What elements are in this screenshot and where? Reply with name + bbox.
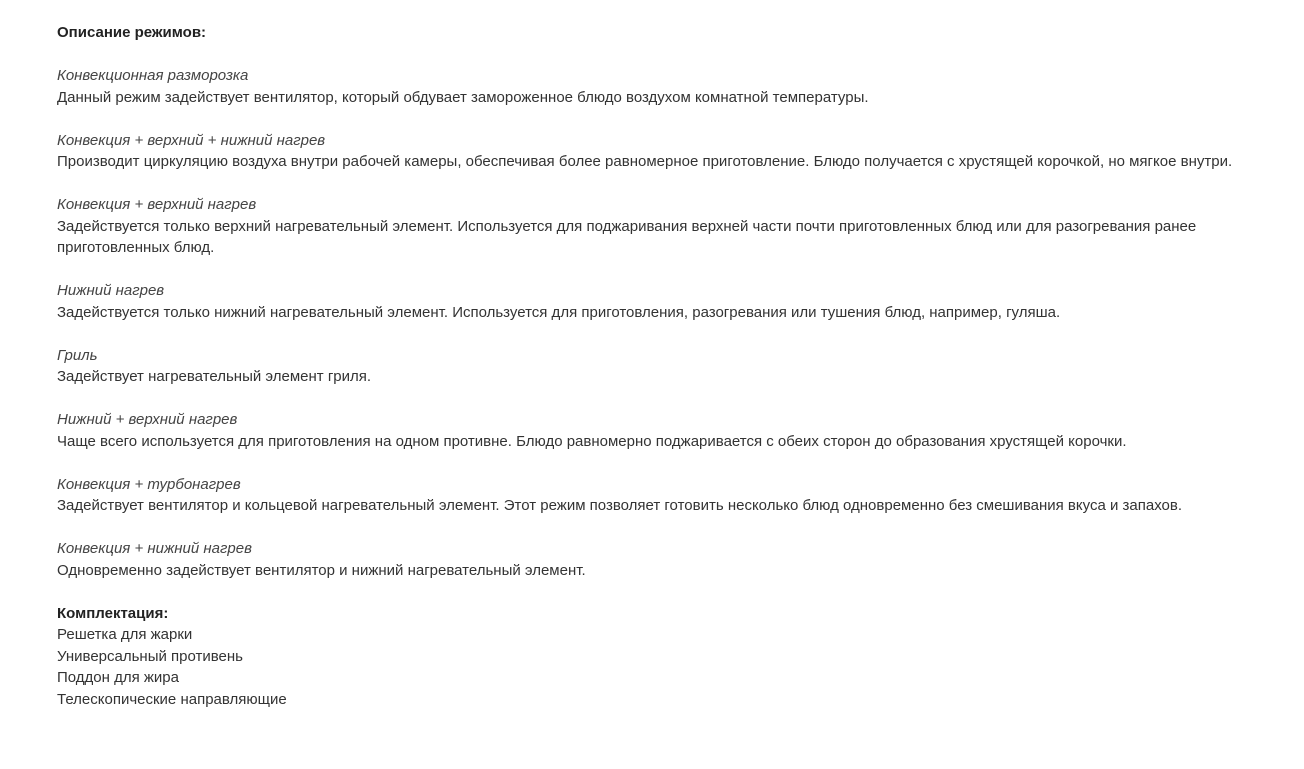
mode-item: [57, 538, 1297, 581]
mode-description: Задействует вентилятор и кольцевой нагревательный элемент. Этот режим позволяет готовить несколько блюд одновременно без смешивания вкуса и запахов.: [57, 497, 1183, 514]
mode-item: [57, 280, 1297, 323]
mode-item: [57, 474, 1297, 517]
mode-item: [57, 409, 1297, 452]
kit-heading: Комплектация:: [57, 604, 169, 622]
mode-name: Гриль: [57, 346, 98, 364]
mode-name: Нижний + верхний нагрев: [57, 411, 238, 428]
mode-item: [57, 194, 1297, 259]
mode-description: Задействуется только верхний нагревательный элемент. Используется для поджаривания верхней части почти приготовленных блюд или для разогревания ранее приготовленных блюд.: [57, 217, 1197, 256]
mode-item: [57, 345, 1297, 388]
modes-heading: Описание режимов:: [57, 24, 207, 41]
mode-item: [57, 65, 1297, 108]
product-description: [57, 22, 1297, 710]
kit-item: Решетка для жарки: [57, 626, 193, 643]
kit-item: Телескопические направляющие: [57, 690, 287, 708]
mode-description: Задействует нагревательный элемент гриля.: [57, 368, 372, 385]
mode-description: Чаще всего используется для приготовления на одном противне. Блюдо равномерно поджаривается с обеих сторон до образования хрустящей корочки.: [57, 432, 1127, 450]
mode-description: Данный режим задействует вентилятор, который обдувает замороженное блюдо воздухом комнатной температуры.: [57, 88, 869, 106]
mode-item: [57, 130, 1297, 173]
kit-item: Поддон для жира: [57, 669, 179, 686]
mode-name: Конвекция + верхний нагрев: [57, 196, 257, 213]
mode-name: Конвекция + верхний + нижний нагрев: [57, 131, 326, 149]
mode-description: Одновременно задействует вентилятор и нижний нагревательный элемент.: [57, 561, 586, 579]
mode-description: Задействуется только нижний нагревательный элемент. Используется для приготовления, разогревания или тушения блюд, например, гуляша.: [57, 303, 1061, 321]
mode-name: Конвекция + турбонагрев: [57, 475, 241, 493]
mode-description: Производит циркуляцию воздуха внутри рабочей камеры, обеспечивая более равномерное приготовление. Блюдо получается с хрустящей корочкой, но мягкое внутри.: [57, 153, 1233, 170]
mode-name: Нижний нагрев: [57, 282, 165, 299]
kit-section: [57, 603, 1297, 711]
mode-name: Конвекция + нижний нагрев: [57, 540, 252, 557]
kit-item: Универсальный противень: [57, 647, 243, 665]
mode-name: Конвекционная разморозка: [57, 67, 249, 84]
kit-list: [57, 624, 1297, 710]
